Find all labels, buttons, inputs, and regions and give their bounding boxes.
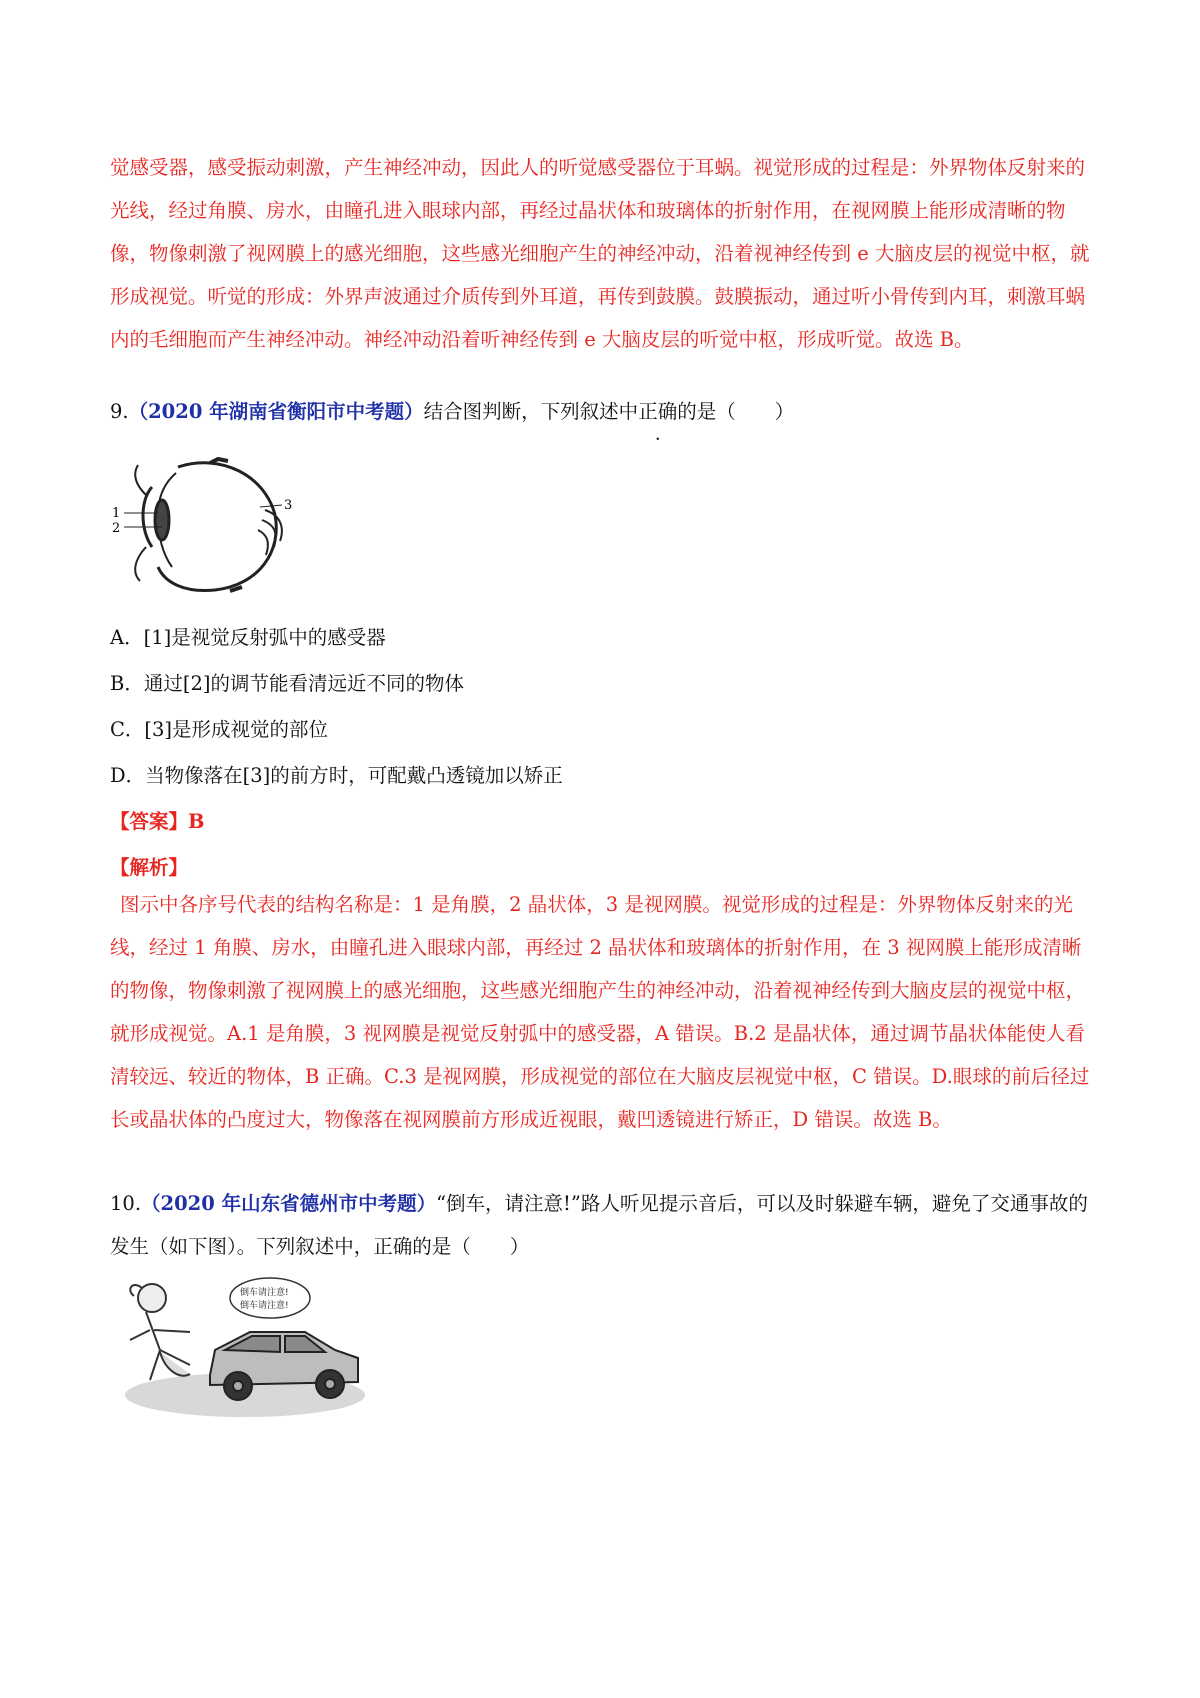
question-10-stem	[110, 1182, 1095, 1268]
question-10-source: （2020 年山东省德州市中考题）	[141, 1192, 437, 1215]
question-9-number: 9.	[110, 400, 129, 423]
question-9-source: （2020 年湖南省衡阳市中考题）	[128, 400, 424, 423]
question-9-stem-b: 的是（ ）	[677, 400, 795, 423]
analysis-tag: 【解析】	[110, 856, 189, 879]
option-a: A．[1]是视觉反射弧中的感受器	[110, 626, 386, 649]
question-10-text: “倒车，请注意!”路人听见提示音后，可以及时躲避车辆，避免了交通事故的发生（如下图）。下列叙述中，正确的是（ ）	[110, 1192, 1088, 1258]
answer-tag: 【答案】B	[110, 810, 205, 833]
eye-label-2: 2	[112, 521, 121, 536]
eye-label-1: 1	[112, 506, 121, 521]
option-c: C．[3]是形成视觉的部位	[110, 718, 329, 741]
eye-label-3: 3	[284, 498, 293, 513]
option-d: D．当物像落在[3]的前方时，可配戴凸透镜加以矫正	[110, 764, 563, 787]
question-9-stem-a: 结合图判断，下列叙述中	[423, 400, 639, 423]
eye-diagram	[110, 455, 310, 595]
previous-explanation: 觉感受器，感受振动刺激，产生神经冲动，因此人的听觉感受器位于耳蜗。视觉形成的过程是：外界物体反射来的光线，经过角膜、房水，由瞳孔进入眼球内部，再经过晶状体和玻璃体的折射作用，在视网膜上能形成清晰的物像，物像刺激了视网膜上的感光细胞，这些感光细胞产生的神经冲动，沿着视神经传到 e 大脑皮层的视觉中枢，就形成视觉。听觉的形成：外界声波通过介质传到外耳道，再传到鼓膜。鼓膜振动，通过听小骨传到内耳，刺激耳蜗内的毛细胞而产生神经冲动。神经冲动沿着听神经传到 e 大脑皮层的听觉中枢，形成听觉。故选 B。	[110, 156, 1090, 351]
reversing-car-illustration	[120, 1270, 370, 1420]
question-9-stem	[110, 390, 1095, 433]
question-9-emphasis: 正确	[638, 400, 678, 423]
speech-bubble-line-2: 倒车请注意!	[240, 1301, 289, 1311]
eyeball-drawing	[110, 455, 310, 595]
car-scene-drawing	[120, 1270, 370, 1420]
speech-bubble-line-1: 倒车请注意!	[240, 1288, 289, 1298]
option-b: B．通过[2]的调节能看清远近不同的物体	[110, 672, 464, 695]
question-10-number: 10.	[110, 1192, 142, 1215]
analysis-text: 图示中各序号代表的结构名称是：1 是角膜，2 晶状体，3 是视网膜。视觉形成的过程是：外界物体反射来的光线，经过 1 角膜、房水，由瞳孔进入眼球内部，再经过 2 晶状体和玻璃体的折射作用，在 3 视网膜上能形成清晰的物像，物像刺激了视网膜上的感光细胞，这些感光细胞产生的神经冲动，沿着视神经传到大脑皮层的视觉中枢，就形成视觉。A.1 是角膜，3 视网膜是视觉反射弧中的感受器，A 错误。B.2 是晶状体，通过调节晶状体能使人看清较远、较近的物体，B 正确。C.3 是视网膜，形成视觉的部位在大脑皮层视觉中枢，C 错误。D.眼球的前后径过长或晶状体的凸度过大，物像落在视网膜前方形成近视眼，戴凹透镜进行矫正，D 错误。故选 B。	[110, 893, 1090, 1131]
